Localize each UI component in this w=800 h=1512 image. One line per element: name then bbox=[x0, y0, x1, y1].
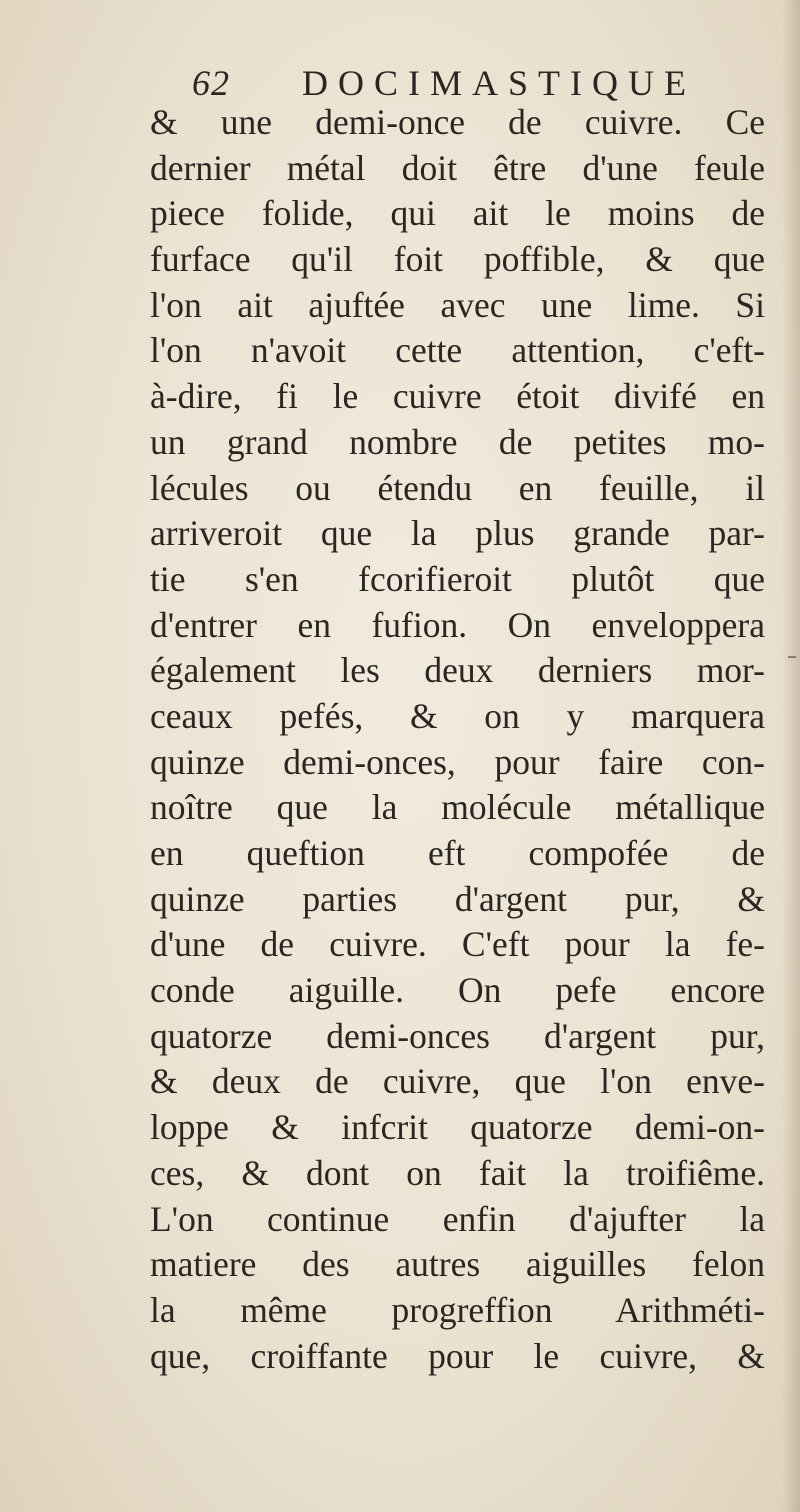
text-line: également les deux derniers mor- bbox=[150, 650, 765, 691]
text-line: d'entrer en fufion. On enveloppera bbox=[150, 604, 765, 645]
text-line: furface qu'il foit poffible, & que bbox=[150, 239, 765, 280]
text-line: en queftion eft compofée de bbox=[150, 833, 765, 873]
text-line: matiere des autres aiguilles felon bbox=[150, 1244, 765, 1285]
text-line: noître que la molécule métallique bbox=[150, 787, 765, 828]
text-line: quinze demi-onces, pour faire con- bbox=[150, 741, 765, 782]
text-line: un grand nombre de petites mo- bbox=[150, 421, 765, 462]
running-head: DOCIMASTIQUE bbox=[302, 63, 696, 103]
text-line: ceaux pefés, & on y marquera bbox=[150, 695, 765, 736]
text-line: dernier métal doit être d'une feule bbox=[150, 147, 765, 188]
text-line: tie s'en fcorifieroit plutôt que bbox=[150, 558, 765, 599]
text-line: à-dire, fi le cuivre étoit divifé en bbox=[150, 376, 765, 417]
text-line: arriveroit que la plus grande par- bbox=[150, 513, 765, 554]
text-line: L'on continue enfin d'ajufter la bbox=[150, 1198, 765, 1239]
margin-mark bbox=[788, 656, 796, 658]
text-line: lécules ou étendu en feuille, il bbox=[150, 467, 765, 508]
text-line: conde aiguille. On pefe encore bbox=[150, 970, 765, 1011]
text-line: ces, & dont on fait la troifiême. bbox=[150, 1152, 765, 1193]
text-line: d'une de cuivre. C'eft pour la fe- bbox=[150, 924, 765, 965]
text-line: & deux de cuivre, que l'on enve- bbox=[150, 1061, 765, 1102]
body-text bbox=[150, 100, 765, 1379]
text-line: la même progreffion Arithméti- bbox=[150, 1289, 765, 1330]
text-line: & une demi-once de cuivre. Ce bbox=[150, 102, 765, 142]
text-line: quinze parties d'argent pur, & bbox=[150, 878, 765, 919]
text-line: piece folide, qui ait le moins de bbox=[150, 193, 765, 234]
text-line: loppe & infcrit quatorze demi-on- bbox=[150, 1107, 765, 1148]
text-line: l'on ait ajuftée avec une lime. Si bbox=[150, 284, 765, 325]
text-line: quatorze demi-onces d'argent pur, bbox=[150, 1015, 765, 1056]
text-line: l'on n'avoit cette attention, c'eft- bbox=[150, 330, 765, 371]
page-number: 62 bbox=[192, 63, 230, 103]
text-line: que, croiffante pour le cuivre, & bbox=[150, 1335, 765, 1376]
